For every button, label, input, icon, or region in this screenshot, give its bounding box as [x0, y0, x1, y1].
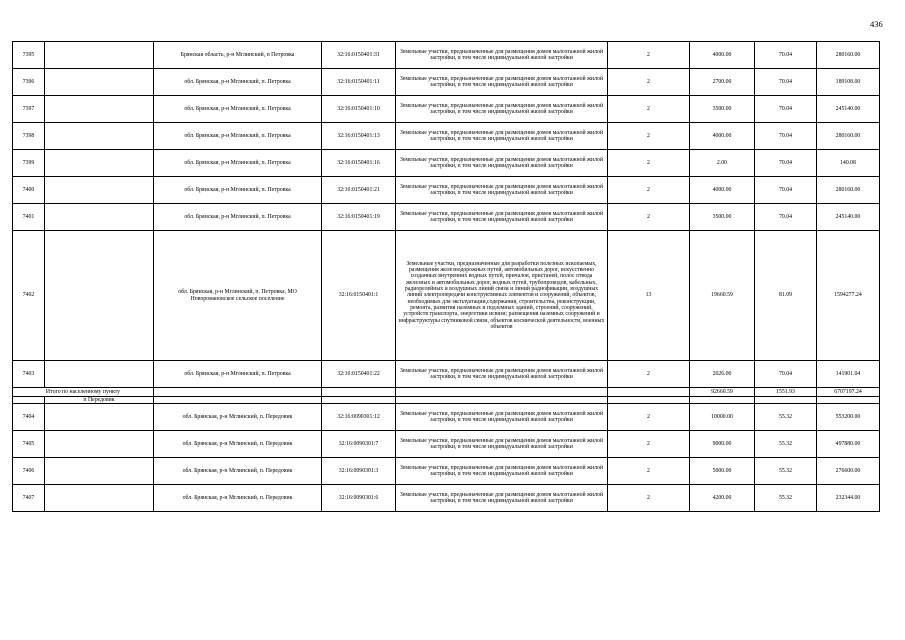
row-number: 7399	[13, 150, 45, 177]
purpose-cell: Земельные участки, предназначенные для размещения домов малоэтажной жилой застройки, в том числе индивидуальной жилой застройки	[396, 69, 608, 96]
group-cell: 2	[608, 150, 690, 177]
row-number: 7402	[13, 231, 45, 361]
address-cell: Брянская область, р-н Мглинский, п Петровка	[154, 42, 322, 69]
group-cell: 2	[608, 458, 690, 485]
group-cell: 2	[608, 177, 690, 204]
total-value-cell: 6707197.24	[817, 388, 880, 397]
cadastral-number-cell: 32:16:0150401:21	[322, 177, 396, 204]
blank-cell	[396, 388, 608, 397]
address-cell: обл. Брянская, р-н Мглинский, п. Петровка	[154, 361, 322, 388]
blank-cell	[690, 397, 755, 404]
rate-cell: 55.32	[755, 431, 817, 458]
group-cell: 2	[608, 69, 690, 96]
group-cell: 2	[608, 96, 690, 123]
blank-cell	[154, 388, 322, 397]
blank-cell	[45, 231, 154, 361]
address-cell: обл. Брянская, р-н Мглинский, п. Петровка	[154, 96, 322, 123]
group-cell: 2	[608, 42, 690, 69]
row-number: 7407	[13, 485, 45, 512]
purpose-cell: Земельные участки, предназначенные для разработки полезных ископаемых, размещения железнодорожных путей, автомобильных дорог, искусственно созданных внутренних водных путей, причалов, пристаней, полос отвода железных и автомобильных дорог, водных путей, трубопроводов, кабельных, радиорелейных и воздушных линий связи и линий радиофикации, воздушных линий электропередачи конструктивных элементов и сооружений, объектов, необходимых для эксплуатации,содержания, строительства, реконструкции, ремонта, развития наземных и подземных зданий, строений, сооружений, устройств транспорта, энергетики иcвязи; размещения наземных сооружений и инфраструктуры спутниковой связи, объектов космической деятельности, военных объектов	[396, 231, 608, 361]
address-cell: обл. Брянская, р-н Мглинский, п. Петровка	[154, 123, 322, 150]
row-number: 7400	[13, 177, 45, 204]
address-cell: обл. Брянская, р-н Мглинский, п. Передовик	[154, 404, 322, 431]
blank-cell	[608, 388, 690, 397]
table-row	[13, 123, 880, 150]
table-row	[13, 458, 880, 485]
cadastral-number-cell: 32:16:0150401:10	[322, 96, 396, 123]
rate-cell: 55.32	[755, 458, 817, 485]
blank-cell	[13, 397, 45, 404]
blank-cell	[396, 397, 608, 404]
table-row	[13, 42, 880, 69]
cadastral-number-cell: 32:16:0150401:1	[322, 231, 396, 361]
row-number: 7401	[13, 204, 45, 231]
cadastral-number-cell: 32:16:0090301:12	[322, 404, 396, 431]
rate-cell: 70.04	[755, 150, 817, 177]
address-cell: обл. Брянская, р-н Мглинский, п. Петровка	[154, 69, 322, 96]
blank-cell	[45, 96, 154, 123]
row-number: 7398	[13, 123, 45, 150]
group-cell: 2	[608, 123, 690, 150]
purpose-cell: Земельные участки, предназначенные для размещения домов малоэтажной жилой застройки, в том числе индивидуальной жилой застройки	[396, 96, 608, 123]
value-cell: 1594277.24	[817, 231, 880, 361]
row-number: 7406	[13, 458, 45, 485]
blank-cell	[45, 458, 154, 485]
table-row	[13, 485, 880, 512]
area-cell: 2.00	[690, 150, 755, 177]
group-cell: 2	[608, 361, 690, 388]
blank-cell	[45, 361, 154, 388]
table-row	[13, 204, 880, 231]
value-cell: 140.08	[817, 150, 880, 177]
row-number: 7397	[13, 96, 45, 123]
value-cell: 232344.00	[817, 485, 880, 512]
purpose-cell: Земельные участки, предназначенные для размещения домов малоэтажной жилой застройки, в том числе индивидуальной жилой застройки	[396, 123, 608, 150]
cadastral-number-cell: 32:16:0090301:6	[322, 485, 396, 512]
value-cell: 141901.04	[817, 361, 880, 388]
purpose-cell: Земельные участки, предназначенные для размещения домов малоэтажной жилой застройки, в том числе индивидуальной жилой застройки	[396, 485, 608, 512]
table-row	[13, 69, 880, 96]
area-cell: 4000.00	[690, 123, 755, 150]
blank-cell	[322, 388, 396, 397]
rate-cell: 55.32	[755, 485, 817, 512]
blank-cell	[45, 485, 154, 512]
blank-cell	[322, 397, 396, 404]
group-cell: 13	[608, 231, 690, 361]
rate-cell: 70.04	[755, 204, 817, 231]
table-row	[13, 404, 880, 431]
cadastral-number-cell: 32:16:0150401:13	[322, 123, 396, 150]
purpose-cell: Земельные участки, предназначенные для размещения домов малоэтажной жилой застройки, в том числе индивидуальной жилой застройки	[396, 404, 608, 431]
cadastral-number-cell: 32:16:0150401:11	[322, 69, 396, 96]
value-cell: 276600.00	[817, 458, 880, 485]
area-cell: 3500.00	[690, 96, 755, 123]
purpose-cell: Земельные участки, предназначенные для размещения домов малоэтажной жилой застройки, в том числе индивидуальной жилой застройки	[396, 42, 608, 69]
rate-cell: 70.04	[755, 123, 817, 150]
purpose-cell: Земельные участки, предназначенные для размещения домов малоэтажной жилой застройки, в том числе индивидуальной жилой застройки	[396, 177, 608, 204]
group-cell: 2	[608, 404, 690, 431]
cadastral-number-cell: 32:16:0090301:3	[322, 458, 396, 485]
cadastral-number-cell: 32:16:0150401:22	[322, 361, 396, 388]
table-row	[13, 431, 880, 458]
cadastral-number-cell: 32:16:0150401:16	[322, 150, 396, 177]
total-row	[13, 388, 880, 397]
group-cell: 2	[608, 485, 690, 512]
group-cell: 2	[608, 431, 690, 458]
cadastral-number-cell: 32:16:0090301:7	[322, 431, 396, 458]
purpose-cell: Земельные участки, предназначенные для размещения домов малоэтажной жилой застройки, в том числе индивидуальной жилой застройки	[396, 458, 608, 485]
rate-cell: 70.04	[755, 361, 817, 388]
blank-cell	[45, 42, 154, 69]
blank-cell	[45, 69, 154, 96]
cadastral-number-cell: 32:16:0150401:31	[322, 42, 396, 69]
land-registry-table	[12, 41, 880, 512]
value-cell: 553200.00	[817, 404, 880, 431]
area-cell: 3500.00	[690, 204, 755, 231]
value-cell: 245140.00	[817, 204, 880, 231]
page-number: 436	[870, 19, 883, 29]
blank-cell	[45, 150, 154, 177]
area-cell: 9000.00	[690, 431, 755, 458]
area-cell: 5000.00	[690, 458, 755, 485]
address-cell: обл. Брянская, р-н Мглинский, п. Передовик	[154, 431, 322, 458]
table-row	[13, 150, 880, 177]
purpose-cell: Земельные участки, предназначенные для размещения домов малоэтажной жилой застройки, в том числе индивидуальной жилой застройки	[396, 431, 608, 458]
area-cell: 19660.59	[690, 231, 755, 361]
value-cell: 280160.00	[817, 123, 880, 150]
total-area-cell: 92660.59	[690, 388, 755, 397]
row-number: 7404	[13, 404, 45, 431]
table-row	[13, 361, 880, 388]
row-number: 7396	[13, 69, 45, 96]
value-cell: 189108.00	[817, 69, 880, 96]
value-cell: 497880.00	[817, 431, 880, 458]
rate-cell: 70.04	[755, 69, 817, 96]
purpose-cell: Земельные участки, предназначенные для размещения домов малоэтажной жилой застройки, в том числе индивидуальной жилой застройки	[396, 361, 608, 388]
blank-cell	[45, 177, 154, 204]
rate-cell: 70.04	[755, 96, 817, 123]
address-cell: обл. Брянская, р-н Мглинский, п. Петровка, МО Новоромановское сельское поселение	[154, 231, 322, 361]
row-number: 7395	[13, 42, 45, 69]
rate-cell: 55.32	[755, 404, 817, 431]
table-row	[13, 177, 880, 204]
table-row	[13, 96, 880, 123]
area-cell: 10000.00	[690, 404, 755, 431]
rate-cell: 81.09	[755, 231, 817, 361]
total-rate-cell: 1551.93	[755, 388, 817, 397]
cadastral-number-cell: 32:16:0150401:19	[322, 204, 396, 231]
value-cell: 280160.00	[817, 177, 880, 204]
blank-cell	[45, 404, 154, 431]
blank-cell	[755, 397, 817, 404]
area-cell: 4000.00	[690, 177, 755, 204]
value-cell: 280160.00	[817, 42, 880, 69]
total-label: Итого по населенному пункту	[13, 388, 154, 397]
area-cell: 2700.00	[690, 69, 755, 96]
table-row	[13, 231, 880, 361]
blank-cell	[45, 204, 154, 231]
area-cell: 4000.00	[690, 42, 755, 69]
section-label: п Передовик	[45, 397, 154, 404]
purpose-cell: Земельные участки, предназначенные для размещения домов малоэтажной жилой застройки, в том числе индивидуальной жилой застройки	[396, 204, 608, 231]
blank-cell	[154, 397, 322, 404]
address-cell: обл. Брянская, р-н Мглинский, п. Петровка	[154, 150, 322, 177]
area-cell: 2026.00	[690, 361, 755, 388]
address-cell: обл. Брянская, р-н Мглинский, п. Передовик	[154, 458, 322, 485]
address-cell: обл. Брянская, р-н Мглинский, п. Передовик	[154, 485, 322, 512]
section-row	[13, 397, 880, 404]
row-number: 7403	[13, 361, 45, 388]
blank-cell	[45, 123, 154, 150]
purpose-cell: Земельные участки, предназначенные для размещения домов малоэтажной жилой застройки, в том числе индивидуальной жилой застройки	[396, 150, 608, 177]
address-cell: обл. Брянская, р-н Мглинский, п. Петровка	[154, 204, 322, 231]
blank-cell	[608, 397, 690, 404]
address-cell: обл. Брянская, р-н Мглинский, п. Петровка	[154, 177, 322, 204]
row-number: 7405	[13, 431, 45, 458]
group-cell: 2	[608, 204, 690, 231]
blank-cell	[45, 431, 154, 458]
rate-cell: 70.04	[755, 42, 817, 69]
value-cell: 245140.00	[817, 96, 880, 123]
rate-cell: 70.04	[755, 177, 817, 204]
area-cell: 4200.00	[690, 485, 755, 512]
blank-cell	[817, 397, 880, 404]
